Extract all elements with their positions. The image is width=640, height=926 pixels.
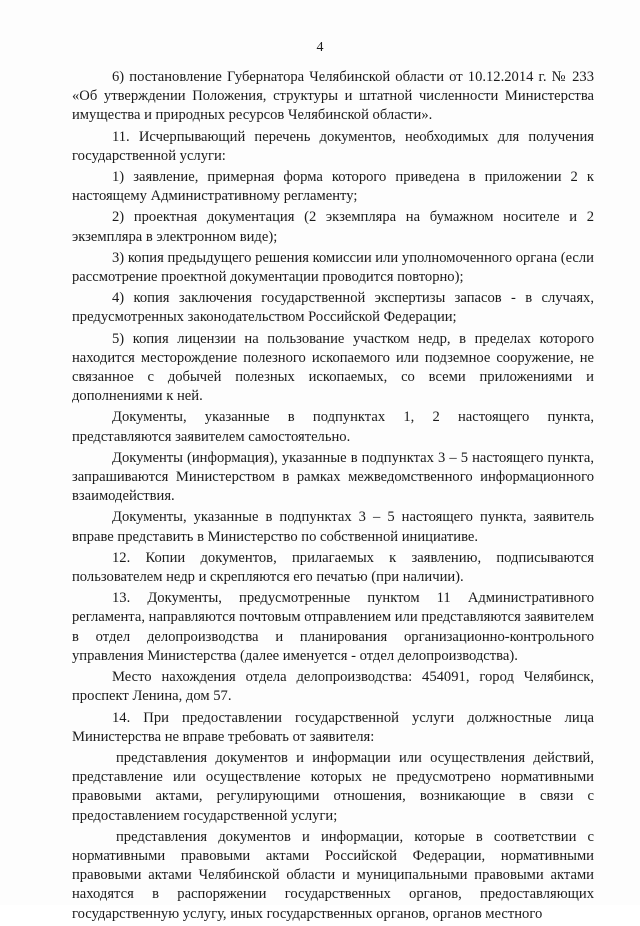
paragraph-subitem-5: 5) копия лицензии на пользование участком недр, в пределах которого находится месторождение полезного ископаемого или подземное сооружение, не связанное с добычей полезных ископаемых, со всеми приложениями и дополнениями к ней. [72,330,594,405]
paragraph-documents-3-5-own-initiative: Документы, указанные в подпунктах 3 – 5 настоящего пункта, заявитель вправе представить в Министерство по собственной инициативе. [72,509,594,545]
paragraph-item-14-clause-2: представления документов и информации, которые в соответствии с нормативными правовыми актами Российской Федерации, нормативными правовыми актами Челябинской области и муниципальными правовыми актами находятся в распоряжении государственных органов, предоставляющих государственную услугу, иных государственных органов, органов местного [72,828,594,922]
paragraph-item-13: 13. Документы, предусмотренные пунктом 11 Административного регламента, направляются почтовым отправлением или представляются заявителем в отдел делопроизводства и планирования организационно-контрольного управления Министерства (далее именуется - отдел делопроизводства). [72,590,594,664]
paragraph-item-11: 11. Исчерпывающий перечень документов, необходимых для получения государственной услуги: [72,128,594,164]
page-number: 4 [316,40,324,55]
paragraph-documents-3-5-requested: Документы (информация), указанные в подпунктах 3 – 5 настоящего пункта, запрашиваются Министерством в рамках межведомственного информационного взаимодействия. [72,449,594,505]
paragraph-item-14-clause-1: представления документов и информации или осуществления действий, представление или осуществление которых не предусмотрено нормативными правовыми актами, регулирующими отношения, возникающие в связи с предоставлением государственной услуги; [72,749,594,824]
paragraph-subitem-2: 2) проектная документация (2 экземпляра на бумажном носителе и 2 экземпляра в электронном виде); [72,209,594,245]
document-body [72,68,594,926]
paragraph-subitem-1: 1) заявление, примерная форма которого приведена в приложении 2 к настоящему Административному регламенту; [72,169,594,205]
paragraph-office-location: Место нахождения отдела делопроизводства: 454091, город Челябинск, проспект Ленина, дом 57. [72,669,594,705]
paragraph-subitem-4: 4) копия заключения государственной экспертизы запасов - в случаях, предусмотренных законодательством Российской Федерации; [72,290,594,326]
paragraph-decree-6: 6) постановление Губернатора Челябинской области от 10.12.2014 г. № 233 «Об утверждении Положения, структуры и штатной численности Министерства имущества и природных ресурсов Челябинской области». [72,69,594,124]
paragraph-documents-1-2: Документы, указанные в подпунктах 1, 2 настоящего пункта, представляются заявителем самостоятельно. [72,409,594,445]
paragraph-subitem-3: 3) копия предыдущего решения комиссии или уполномоченного органа (если рассмотрение проектной документации проводится повторно); [72,249,594,286]
paragraph-item-14: 14. При предоставлении государственной услуги должностные лица Министерства не вправе требовать от заявителя: [72,709,594,745]
paragraph-item-12: 12. Копии документов, прилагаемых к заявлению, подписываются пользователем недр и скрепляются его печатью (при наличии). [72,549,594,586]
